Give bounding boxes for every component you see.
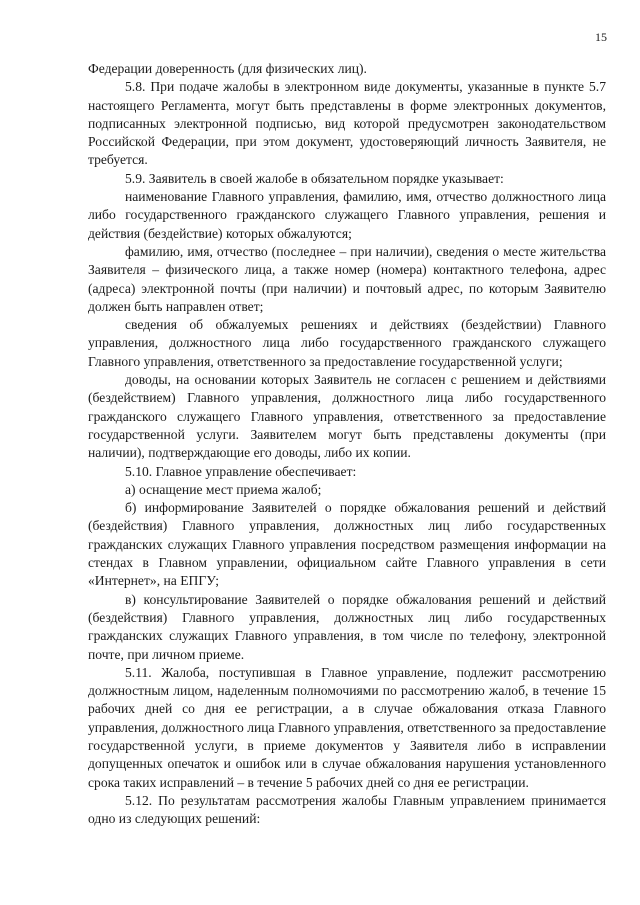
page-number: 15	[595, 30, 607, 44]
paragraph-5-10-item-v: в) консультирование Заявителей о порядке обжалования решений и действий (бездействия) Главного управления, должностных лиц либо государственных гражданских служащих Главного управления, в том числе по телефону, электронной почте, при личном приеме.	[88, 591, 606, 662]
paragraph-5-10-item-a: а) оснащение мест приема жалоб;	[125, 481, 322, 497]
paragraph-5-10: 5.10. Главное управление обеспечивает:	[125, 463, 357, 479]
paragraph-5-9-item-decisions: сведения об обжалуемых решениях и действиях (бездействии) Главного управления, должностного лица либо государственного гражданского служащего Главного управления, ответственного за предоставление государственной услуги;	[88, 317, 606, 369]
paragraph-5-9-item-name: наименование Главного управления, фамилию, имя, отчество должностного лица либо государственного гражданского служащего Главного управления, решения и действия (бездействие) которых обжалуются;	[88, 189, 606, 241]
paragraph-continuation: Федерации доверенность (для физических лиц).	[88, 61, 367, 76]
document-body	[88, 60, 606, 828]
paragraph-5-10-item-b: б) информирование Заявителей о порядке обжалования решений и действий (бездействия) Главного управления, должностных лиц либо государственных гражданских служащих Главного управления посредством размещения информации на стендах в Главном управлении, официальном сайте Главного управления в сети «Интернет», на ЕПГУ;	[88, 500, 606, 589]
paragraph-5-9-item-applicant: фамилию, имя, отчество (последнее – при наличии), сведения о месте жительства Заявителя – физического лица, а также номер (номера) контактного телефона, адрес (адреса) электронной почты (при наличии) и почтовый адрес, по которым Заявителю должен быть направлен ответ;	[88, 243, 606, 314]
paragraph-5-9-item-arguments: доводы, на основании которых Заявитель не согласен с решением и действиями (бездействием) Главного управления, должностного лица либо государственного гражданского служащего Главного управления, ответственного за предоставление государственной услуги. Заявителем могут быть представлены документы (при наличии), подтверждающие его доводы, либо их копии.	[88, 372, 606, 461]
paragraph-5-12: 5.12. По результатам рассмотрения жалобы Главным управлением принимается одно из следующих решений:	[88, 792, 606, 827]
paragraph-5-11: 5.11. Жалоба, поступившая в Главное управление, подлежит рассмотрению должностным лицом, наделенным полномочиями по рассмотрению жалоб, в течение 15 рабочих дней со дня ее регистрации, а в случае обжалования отказа Главного управления, должностного лица Главного управления, ответственного за предоставление государственной услуги, в приеме документов у Заявителя либо в исправлении допущенных опечаток и ошибок или в случае обжалования нарушения установленного срока таких исправлений – в течение 5 рабочих дней со дня ее регистрации.	[88, 664, 606, 790]
paragraph-5-8: 5.8. При подаче жалобы в электронном виде документы, указанные в пункте 5.7 настоящего Регламента, могут быть представлены в форме электронных документов, подписанных электронной подписью, вид которой предусмотрен законодательством Российской Федерации, при этом документ, удостоверяющий личность Заявителя, не требуется.	[88, 79, 606, 168]
paragraph-5-9: 5.9. Заявитель в своей жалобе в обязательном порядке указывает:	[125, 170, 504, 186]
